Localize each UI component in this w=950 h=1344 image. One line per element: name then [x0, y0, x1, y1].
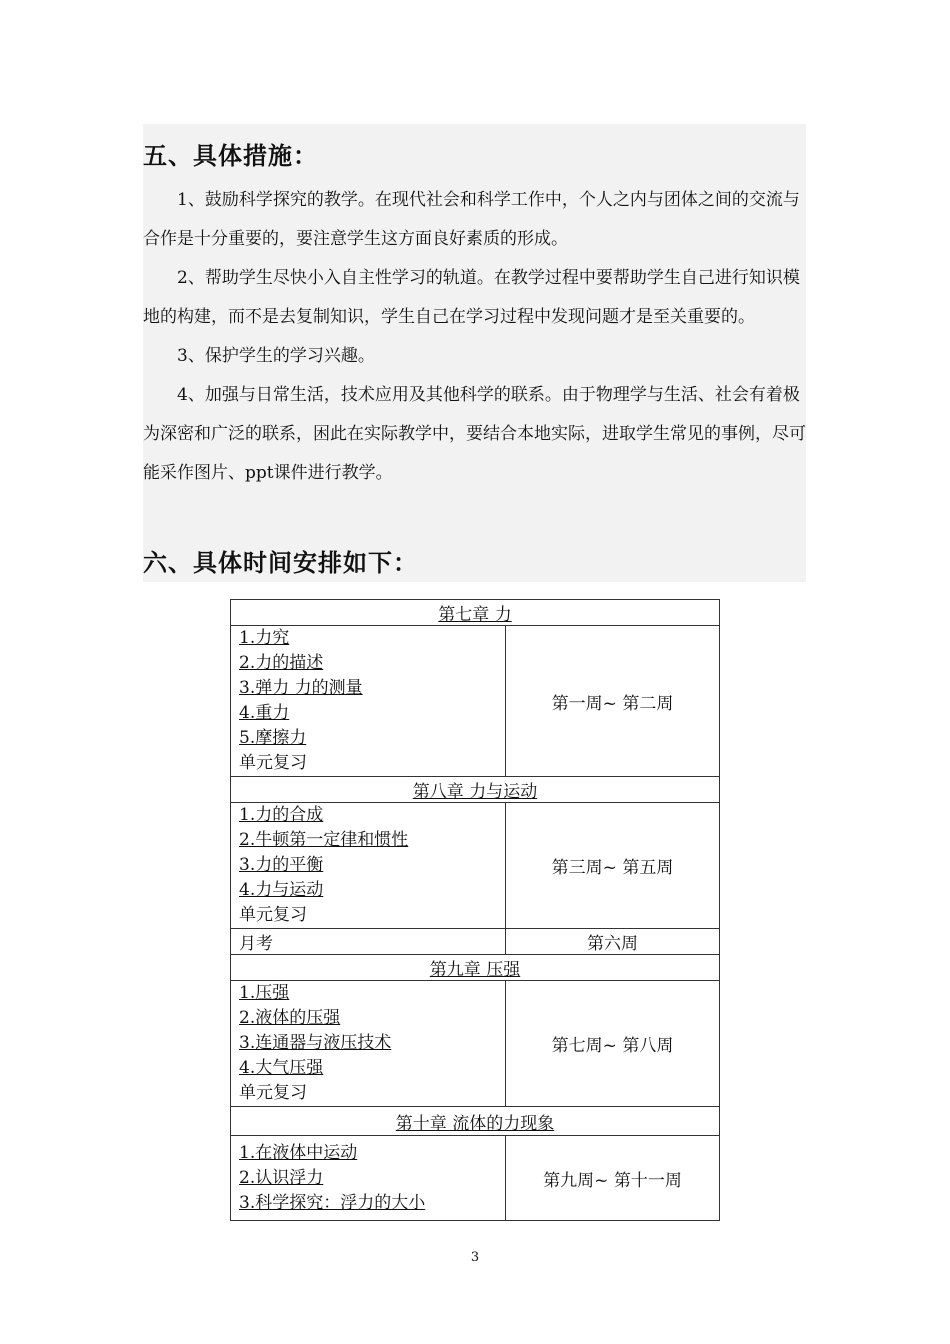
lesson-link[interactable]: 3.力的平衡 — [239, 855, 324, 875]
chapter-10-row — [231, 1136, 720, 1221]
week-range: 第三周~ 第五周 — [506, 803, 720, 929]
unit-review: 单元复习 — [239, 1083, 307, 1103]
section-6-heading: 六、具体时间安排如下： — [143, 549, 418, 577]
exam-label: 月考 — [231, 929, 506, 955]
paragraph-3: 3、保护学生的学习兴趣。 — [177, 346, 375, 366]
week-range: 第九周~ 第十一周 — [506, 1136, 720, 1221]
chapter-title: 第九章 压强 — [231, 955, 720, 981]
chapter-title: 第八章 力与运动 — [231, 777, 720, 803]
paragraph-2: 2、帮助学生尽快小入自主性学习的轨道。在教学过程中要帮助学生自己进行知识模地的构建，而不是去复制知识，学生自己在学习过程中发现问题才是至关重要的。 — [143, 268, 800, 327]
chapter-8-row — [231, 803, 720, 929]
lesson-list — [231, 803, 506, 929]
section-5-body — [143, 181, 806, 493]
lesson-list — [231, 981, 506, 1107]
lesson-link[interactable]: 4.重力 — [239, 703, 290, 723]
lesson-link[interactable]: 4.力与运动 — [239, 880, 324, 900]
section-5-heading: 五、具体措施： — [143, 142, 318, 170]
unit-review: 单元复习 — [239, 753, 307, 773]
lesson-list — [231, 626, 506, 777]
lesson-link[interactable]: 2.力的描述 — [239, 653, 324, 673]
lesson-link[interactable]: 4.大气压强 — [239, 1058, 324, 1078]
schedule-table — [230, 599, 720, 1221]
chapter-9-header-row — [231, 955, 720, 981]
chapter-7-header-row — [231, 600, 720, 626]
lesson-link[interactable]: 3.弹力 力的测量 — [239, 678, 363, 698]
chapter-title: 第十章 流体的力现象 — [231, 1107, 720, 1136]
chapter-7-row — [231, 626, 720, 777]
chapter-8-header-row — [231, 777, 720, 803]
chapter-10-header-row — [231, 1107, 720, 1136]
chapter-9-row — [231, 981, 720, 1107]
lesson-link[interactable]: 5.摩擦力 — [239, 728, 307, 748]
lesson-link[interactable]: 2.牛顿第一定律和惯性 — [239, 830, 409, 850]
lesson-link[interactable]: 1.力的合成 — [239, 805, 324, 825]
paragraph-1: 1、鼓励科学探究的教学。在现代社会和科学工作中，个人之内与团体之间的交流与合作是十分重要的，要注意学生这方面良好素质的形成。 — [143, 190, 800, 249]
monthly-exam-row — [231, 929, 720, 955]
paragraph-4: 4、加强与日常生活，技术应用及其他科学的联系。由于物理学与生活、社会有着极为深密和广泛的联系，困此在实际教学中，要结合本地实际，进取学生常见的事例，尽可能采作图片、ppt课件进行教学。 — [143, 385, 806, 483]
unit-review: 单元复习 — [239, 905, 307, 925]
lesson-link[interactable]: 2.认识浮力 — [239, 1167, 324, 1188]
lesson-link[interactable]: 1.力究 — [239, 628, 290, 648]
week-range: 第一周~ 第二周 — [506, 626, 720, 777]
lesson-link[interactable]: 1.在液体中运动 — [239, 1142, 358, 1163]
chapter-title: 第七章 力 — [231, 600, 720, 626]
lesson-link[interactable]: 1.压强 — [239, 983, 290, 1003]
lesson-link[interactable]: 2.液体的压强 — [239, 1008, 341, 1028]
page-number: 3 — [470, 1250, 480, 1265]
week-range: 第七周~ 第八周 — [506, 981, 720, 1107]
week-range: 第六周 — [506, 929, 720, 955]
lesson-link[interactable]: 3.科学探究：浮力的大小 — [239, 1192, 426, 1213]
lesson-link[interactable]: 3.连通器与液压技术 — [239, 1033, 392, 1053]
lesson-list — [231, 1136, 506, 1221]
